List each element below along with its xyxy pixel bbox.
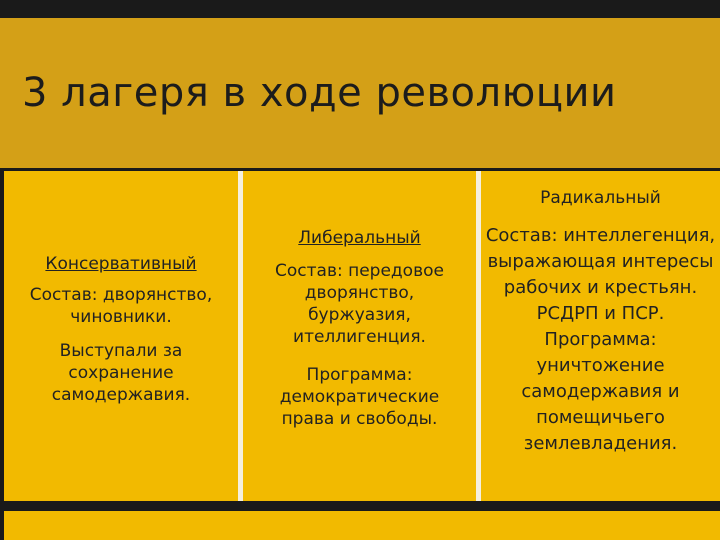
radical-composition: Состав: интеллегенция, выражающая интересы рабочих и крестьян. РСДРП и ПСР. Программа: уничтожение самодержавия и помещичьего землевладения. — [485, 225, 716, 454]
radical-heading: Радикальный — [540, 188, 661, 208]
liberal-program: Программа: демократические права и свободы. — [279, 365, 440, 429]
slide-title: 3 лагеря в ходе революции — [22, 70, 617, 116]
conservative-panel — [4, 171, 238, 501]
liberal-heading: Либеральный — [298, 228, 421, 248]
conservative-composition: Состав: дворянство, чиновники. — [29, 285, 213, 327]
conservative-heading: Консервативный — [45, 254, 197, 274]
conservative-program: Выступали за сохранение самодержавия. — [51, 341, 191, 405]
column-divider — [238, 171, 243, 501]
liberal-composition: Состав: передовое дворянство, буржуазия, ителлигенция. — [275, 261, 444, 347]
top-band — [0, 0, 720, 18]
bottom-strip — [0, 503, 720, 540]
column-divider — [476, 171, 481, 501]
liberal-panel — [243, 171, 476, 501]
bottom-strip-fill — [4, 511, 720, 540]
radical-panel — [481, 171, 720, 501]
